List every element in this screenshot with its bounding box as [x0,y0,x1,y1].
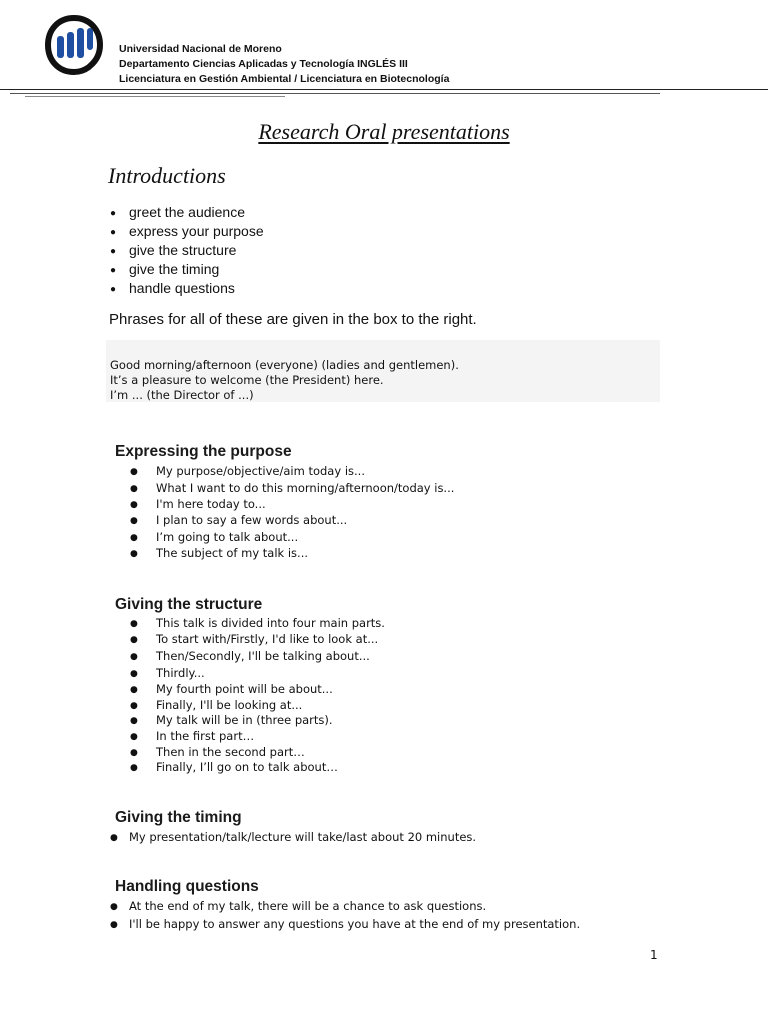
bullet-icon: ● [110,833,118,843]
list-item: ● This talk is divided into four main parts. [130,616,385,630]
introductions-heading: Introductions [108,163,226,188]
bullet-icon: ● [110,265,117,276]
header-rule [0,89,768,90]
department-name: Departamento Ciencias Aplicadas y Tecnología INGLÉS III [119,58,408,70]
list-item: ● I plan to say a few words about... [130,513,348,527]
bullet-icon: ● [110,227,117,238]
program-names: Licenciatura en Gestión Ambiental / Licenciatura en Biotecnología [119,73,450,85]
list-item: ● In the first part… [130,729,255,743]
bullet-icon: ● [130,748,138,758]
list-item: ● Finally, I'll be looking at... [130,698,303,712]
bullet-icon: ● [130,732,138,742]
list-item: ● At the end of my talk, there will be a chance to ask questions. [110,899,487,913]
bullet-icon: ● [130,533,138,543]
greeting-line: I’m ... (the Director of ...) [110,388,254,402]
list-item: ● My talk will be in (three parts). [130,713,333,727]
page-number: 1 [650,948,658,962]
structure-heading: Giving the structure [115,596,263,613]
list-item: ● Finally, I’ll go on to talk about… [130,760,338,774]
list-item: ● give the structure [110,241,236,261]
page-title: Research Oral presentations [258,119,510,144]
purpose-heading: Expressing the purpose [115,443,292,460]
bullet-icon: ● [110,208,117,219]
list-item: ● The subject of my talk is... [130,546,309,560]
bullet-icon: ● [130,619,138,629]
timing-heading: Giving the timing [115,809,242,826]
bullet-icon: ● [110,246,117,257]
list-item: ● I'll be happy to answer any questions you have at the end of my presentation. [110,917,581,931]
bullet-icon: ● [130,635,138,645]
list-item: ● I’m going to talk about... [130,530,299,544]
bullet-icon: ● [130,716,138,726]
list-item: ● What I want to do this morning/afternoon/today is... [130,481,455,495]
list-item: ● My purpose/objective/aim today is... [130,464,365,478]
list-item: ● Thirdly... [130,666,205,680]
bullet-icon: ● [110,902,118,912]
bullet-icon: ● [130,516,138,526]
bullet-icon: ● [130,484,138,494]
questions-heading: Handling questions [115,878,259,895]
bullet-icon: ● [130,549,138,559]
list-item: ● Then/Secondly, I'll be talking about... [130,649,370,663]
greeting-line: It’s a pleasure to welcome (the President) here. [110,373,384,387]
phrases-note: Phrases for all of these are given in the box to the right. [109,311,477,328]
bullet-icon: ● [110,920,118,930]
bullet-icon: ● [130,467,138,477]
list-item: ● To start with/Firstly, I'd like to look at... [130,632,379,646]
list-item: ● express your purpose [110,222,264,242]
list-item: ● My presentation/talk/lecture will take/last about 20 minutes. [110,830,477,844]
list-item: ● give the timing [110,260,219,280]
bullet-icon: ● [130,652,138,662]
list-item: ● I'm here today to... [130,497,266,511]
list-item: ● greet the audience [110,203,245,223]
list-item: ● My fourth point will be about... [130,682,333,696]
header-rule-short [25,96,285,97]
bullet-icon: ● [130,701,138,711]
bullet-icon: ● [130,763,138,773]
university-name: Universidad Nacional de Moreno [119,43,282,55]
bullet-icon: ● [110,284,117,295]
list-item: ● Then in the second part… [130,745,305,759]
greeting-line: Good morning/afternoon (everyone) (ladies and gentlemen). [110,358,459,372]
bullet-icon: ● [130,669,138,679]
unm-logo-icon [44,14,104,76]
bullet-icon: ● [130,685,138,695]
bullet-icon: ● [130,500,138,510]
list-item: ● handle questions [110,279,235,299]
header-rule-thin [10,93,660,94]
